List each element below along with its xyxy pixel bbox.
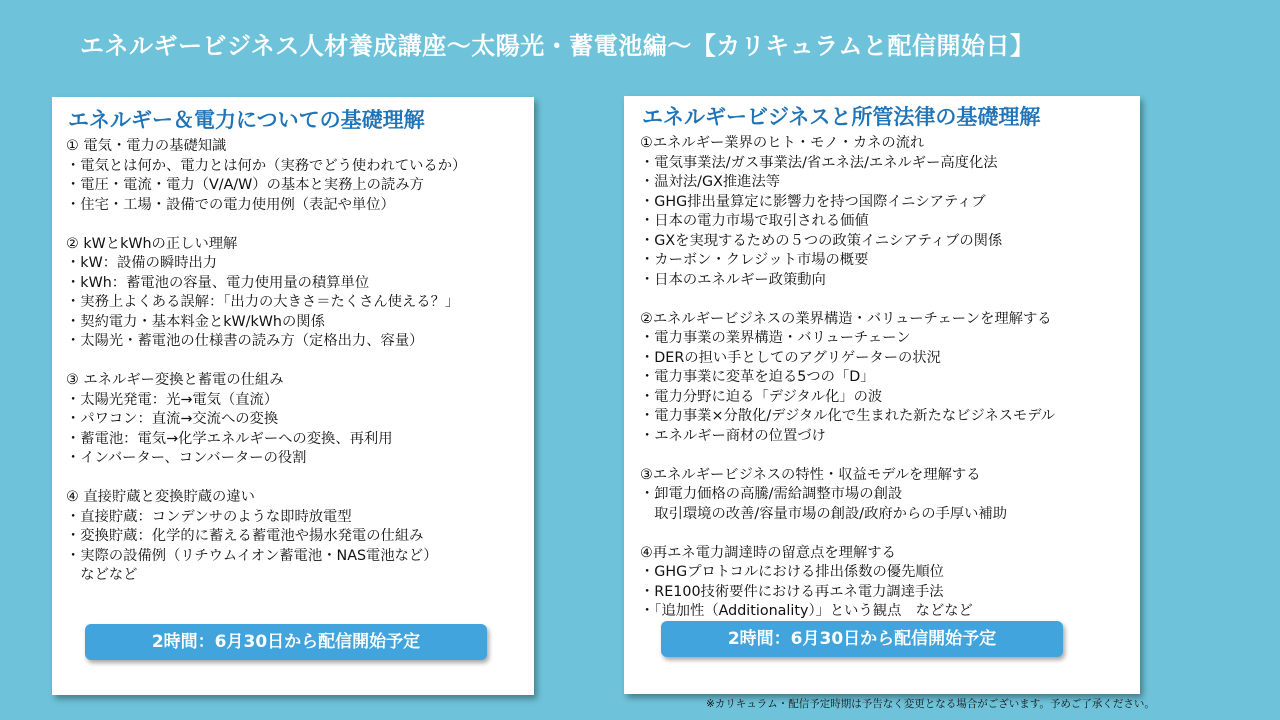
curriculum-line <box>640 524 1055 544</box>
disclaimer-note: ※カリキュラム・配信予定時期は予告なく変更となる場合がございます。予めご了承ください。 <box>706 698 1155 710</box>
curriculum-line: ・電気とは何か、電力とは何か（実務でどう使われているか） <box>66 157 467 174</box>
curriculum-line: ・カーボン・クレジット市場の概要 <box>640 252 869 268</box>
curriculum-line: ・蓄電池：電気→化学エネルギーへの変換、再利用 <box>66 430 393 447</box>
curriculum-line: ・エネルギー商材の位置づけ <box>640 427 826 444</box>
curriculum-line: ・kWh：蓄電池の容量、電力使用量の積算単位 <box>66 274 370 291</box>
curriculum-line: ・日本のエネルギー政策動向 <box>640 271 826 288</box>
curriculum-list <box>640 134 1055 622</box>
curriculum-line <box>66 215 466 235</box>
schedule-button[interactable]: 2時間：6月30日から配信開始予定 <box>85 624 487 660</box>
curriculum-list <box>66 137 466 586</box>
curriculum-line <box>66 469 466 489</box>
curriculum-line: 取引環境の改善/容量市場の創設/政府からの手厚い補助 <box>640 505 1008 522</box>
curriculum-line: ①エネルギー業界のヒト・モノ・カネの流れ <box>640 135 925 151</box>
panel-heading: エネルギービジネスと所管法律の基礎理解 <box>642 105 1041 129</box>
curriculum-line: ・変換貯蔵：化学的に蓄える蓄電池や揚水発電の仕組み <box>66 528 424 544</box>
curriculum-line: ③エネルギービジネスの特性・収益モデルを理解する <box>640 466 981 483</box>
curriculum-line: ・実際の設備例（リチウムイオン蓄電池・NAS電池など） <box>66 547 438 564</box>
curriculum-line: ・パワコン：直流→交流への変換 <box>66 411 279 427</box>
curriculum-line: ②エネルギービジネスの業界構造・バリューチェーンを理解する <box>640 310 1052 327</box>
curriculum-line: ・「追加性（Additionality）」という観点 などなど <box>640 603 973 619</box>
business-law-curriculum-panel <box>624 96 1140 694</box>
curriculum-line: ・電力事業×分散化/デジタル化で生まれた新たなビジネスモデル <box>640 408 1056 424</box>
curriculum-line: ・電力事業に変革を迫る5つの「D」 <box>640 369 875 385</box>
curriculum-line: ・電力事業の業界構造・バリューチェーン <box>640 330 911 346</box>
curriculum-line: ・GXを実現するための５つの政策イニシアティブの関係 <box>640 232 1003 249</box>
curriculum-line: ③ エネルギー変換と蓄電の仕組み <box>66 372 284 388</box>
curriculum-line: ・卸電力価格の高騰/需給調整市場の創設 <box>640 486 903 502</box>
curriculum-line: ① 電気・電力の基礎知識 <box>66 138 227 154</box>
curriculum-line: ・太陽光発電：光→電気（直流） <box>66 391 279 408</box>
curriculum-line: ・住宅・工場・設備での電力使用例（表記や単位） <box>66 196 395 213</box>
curriculum-line: ・契約電力・基本料金とkW/kWhの関係 <box>66 313 325 330</box>
curriculum-line: ・GHG排出量算定に影響力を持つ国際イニシアティブ <box>640 193 986 210</box>
schedule-button[interactable]: 2時間：6月30日から配信開始予定 <box>661 621 1063 657</box>
curriculum-line: ④ 直接貯蔵と変換貯蔵の違い <box>66 489 255 505</box>
curriculum-line: ・DERの担い手としてのアグリゲーターの状況 <box>640 349 941 366</box>
curriculum-line: ・日本の電力市場で取引される価値 <box>640 213 869 229</box>
curriculum-line <box>640 290 1055 310</box>
curriculum-line: ・kW：設備の瞬時出力 <box>66 255 218 271</box>
curriculum-line: ・実務上よくある誤解：「出力の大きさ＝たくさん使える？」 <box>66 294 460 310</box>
curriculum-line: ・直接貯蔵：コンデンサのような即時放電型 <box>66 508 352 525</box>
curriculum-line: ・GHGプロトコルにおける排出係数の優先順位 <box>640 564 944 580</box>
curriculum-line: ・太陽光・蓄電池の仕様書の読み方（定格出力、容量） <box>66 333 424 349</box>
curriculum-line: ・電気事業法/ガス事業法/省エネ法/エネルギー高度化法 <box>640 154 998 171</box>
panel-heading: エネルギー＆電力についての基礎理解 <box>68 108 425 132</box>
curriculum-line <box>640 446 1055 466</box>
basics-curriculum-panel <box>52 97 534 695</box>
curriculum-line <box>66 352 466 372</box>
curriculum-line: などなど <box>66 567 138 583</box>
curriculum-line: ・温対法/GX推進法等 <box>640 174 781 190</box>
curriculum-line: ④再エネ電力調達時の留意点を理解する <box>640 544 896 561</box>
curriculum-line: ・インバーター、コンバーターの役割 <box>66 450 307 466</box>
curriculum-line: ・RE100技術要件における再エネ電力調達手法 <box>640 583 944 600</box>
curriculum-line: ・電圧・電流・電力（V/A/W）の基本と実務上の読み方 <box>66 177 424 193</box>
curriculum-line: ② kWとkWhの正しい理解 <box>66 235 238 252</box>
curriculum-line: ・電力分野に迫る「デジタル化」の波 <box>640 388 883 405</box>
page-title: エネルギービジネス人材養成講座〜太陽光・蓄電池編〜【カリキュラムと配信開始日】 <box>80 32 1035 60</box>
